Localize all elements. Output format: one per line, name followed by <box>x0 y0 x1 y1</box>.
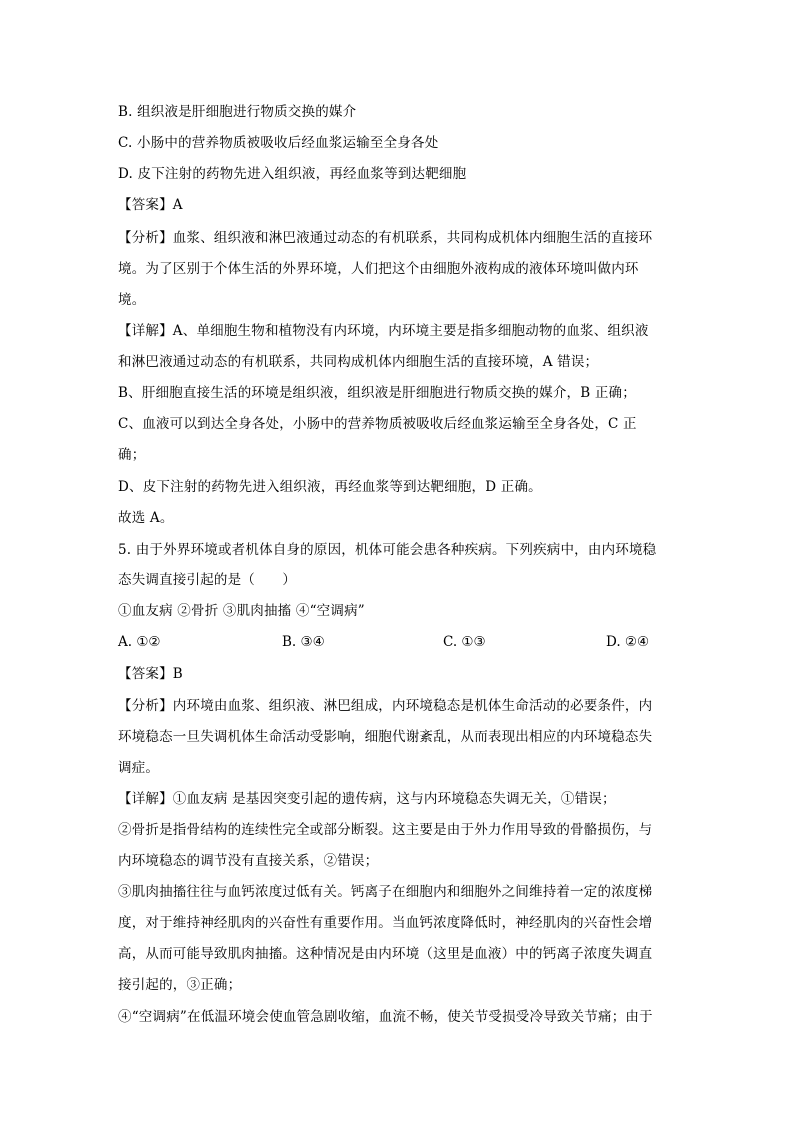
option-c-text: C. 小肠中的营养物质被吸收后经血浆运输至全身各处 <box>118 135 439 151</box>
explanation-line-3: B、肝细胞直接生活的环境是组织液，组织液是肝细胞进行物质交换的媒介，B 正确； <box>118 385 636 401</box>
explanation2-line-1: 【详解】①血友病 是基因突变引起的遗传病，这与内环境稳态失调无关，①错误； <box>118 791 616 807</box>
answer-line-2: 【答案】B <box>118 666 183 682</box>
answer-line: 【答案】A <box>118 197 183 213</box>
question-5-options <box>118 632 678 652</box>
explanation2-line-3: 内环境稳态的调节没有直接关系，②错误； <box>118 853 379 869</box>
analysis2-line-3: 调症。 <box>118 760 160 776</box>
analysis-line-1: 【分析】血浆、组织液和淋巴液通过动态的有机联系，共同构成机体内细胞生活的直接环 <box>118 230 653 246</box>
question-5-line-1: 5. 由于外界环境或者机体自身的原因，机体可能会患各种疾病。下列疾病中，由内环境稳 <box>118 542 657 558</box>
option-d: D. ②④ <box>606 634 650 650</box>
explanation2-line-7: 接引起的，③正确； <box>118 977 242 993</box>
explanation-line-6: D、皮下注射的药物先进入组织液，再经血浆等到达靶细胞，D 正确。 <box>118 479 542 495</box>
option-d-text: D. 皮下注射的药物先进入组织液，再经血浆等到达靶细胞 <box>118 166 467 182</box>
conclusion-line: 故选 A。 <box>118 510 174 526</box>
analysis-line-3: 境。 <box>118 292 146 308</box>
question-5-items: ①血友病 ②骨折 ③肌肉抽搐 ④“空调病” <box>118 603 365 619</box>
option-b: B. ③④ <box>282 634 325 650</box>
explanation2-line-6: 高，从而可能导致肌肉抽搐。这种情况是由内环境（这里是血液）中的钙离子浓度失调直 <box>118 946 653 962</box>
explanation-line-5: 确； <box>118 447 146 463</box>
option-c: C. ①③ <box>443 634 486 650</box>
analysis2-line-2: 环境稳态一旦失调机体生命活动受影响，细胞代谢紊乱，从而表现出相应的内环境稳态失 <box>118 729 653 745</box>
analysis-line-2: 境。为了区别于个体生活的外界环境，人们把这个由细胞外液构成的液体环境叫做内环 <box>118 261 639 277</box>
analysis2-line-1: 【分析】内环境由血浆、组织液、淋巴组成，内环境稳态是机体生命活动的必要条件，内 <box>118 698 653 714</box>
explanation-line-2: 和淋巴液通过动态的有机联系，共同构成机体内细胞生活的直接环境，A 错误； <box>118 354 599 370</box>
explanation2-line-4: ③肌肉抽搐往往与血钙浓度过低有关。钙离子在细胞内和细胞外之间维持着一定的浓度梯 <box>118 884 653 900</box>
question-5-line-2: 态失调直接引起的是（ ） <box>118 572 297 588</box>
explanation2-line-2: ②骨折是指骨结构的连续性完全或部分断裂。这主要是由于外力作用导致的骨骼损伤，与 <box>118 822 653 838</box>
option-b-text: B. 组织液是肝细胞进行物质交换的媒介 <box>118 104 357 120</box>
explanation-line-1: 【详解】A、单细胞生物和植物没有内环境，内环境主要是指多细胞动物的血浆、组织液 <box>118 323 649 339</box>
explanation-line-4: C、血液可以到达全身各处，小肠中的营养物质被吸收后经血浆运输至全身各处，C 正 <box>118 416 637 432</box>
option-a: A. ①② <box>118 634 161 650</box>
explanation2-line-5: 度，对于维持神经肌肉的兴奋性有重要作用。当血钙浓度降低时，神经肌肉的兴奋性会增 <box>118 915 653 931</box>
explanation2-line-8: ④“空调病”在低温环境会使血管急剧收缩，血流不畅，使关节受损受冷导致关节痛；由于 <box>118 1009 653 1025</box>
